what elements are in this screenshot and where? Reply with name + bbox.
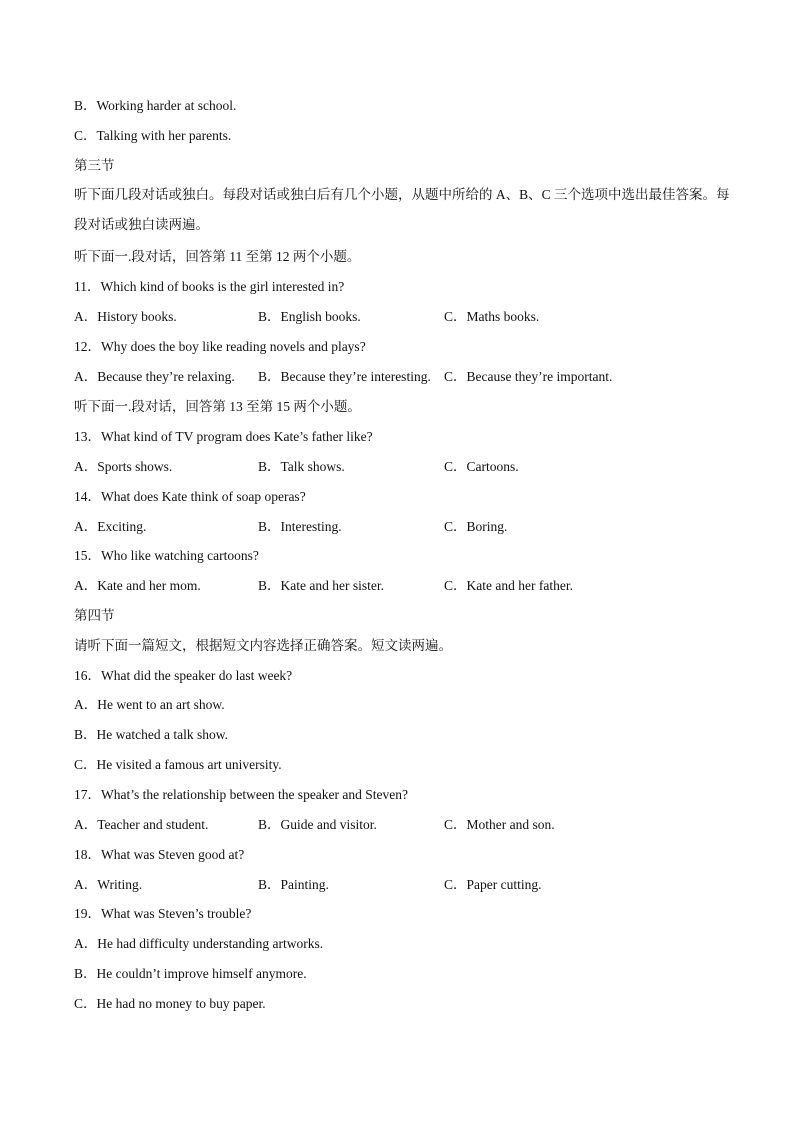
q16-option-a: A．He went to an art show. (74, 697, 225, 712)
q12-option-a: A．Because they’re relaxing. (74, 369, 235, 384)
q18-question: 18．What was Steven good at? (74, 847, 245, 862)
q19-question: 19．What was Steven’s trouble? (74, 906, 252, 921)
dialogue2-intro: 听下面一.段对话，回答第 13 至第 15 两个小题。 (74, 399, 361, 414)
q15-question: 15．Who like watching cartoons? (74, 548, 259, 563)
q17-option-b: B．Guide and visitor. (258, 817, 377, 832)
q11-option-a: A．History books. (74, 309, 177, 324)
q18-option-a: A．Writing. (74, 877, 143, 892)
q17-question: 17．What’s the relationship between the speaker and Steven? (74, 787, 409, 802)
q14-question: 14．What does Kate think of soap operas? (74, 489, 306, 504)
q13-option-c: C．Cartoons. (444, 459, 519, 474)
q11-question: 11．Which kind of books is the girl interested in? (74, 279, 345, 294)
q15-options (74, 578, 734, 594)
q15-option-a: A．Kate and her mom. (74, 578, 201, 593)
q17-options (74, 817, 734, 833)
q19-option-a: A．He had difficulty understanding artworks. (74, 936, 324, 951)
q11-option-c: C．Maths books. (444, 309, 540, 324)
q14-options (74, 519, 734, 535)
q13-options (74, 459, 734, 475)
q16-option-c: C．He visited a famous art university. (74, 757, 282, 772)
q13-question: 13．What kind of TV program does Kate’s father like? (74, 429, 373, 444)
q15-option-b: B．Kate and her sister. (258, 578, 384, 593)
q14-option-b: B．Interesting. (258, 519, 342, 534)
q15-option-c: C．Kate and her father. (444, 578, 573, 593)
q18-options (74, 877, 734, 893)
q18-option-b: B．Painting. (258, 877, 329, 892)
q17-option-c: C．Mother and son. (444, 817, 555, 832)
dialogue1-intro: 听下面一.段对话，回答第 11 至第 12 两个小题。 (74, 249, 361, 264)
q13-option-a: A．Sports shows. (74, 459, 173, 474)
q12-option-b: B．Because they’re interesting. (258, 369, 431, 384)
q12-question: 12．Why does the boy like reading novels and plays? (74, 339, 366, 354)
q16-option-b: B．He watched a talk show. (74, 727, 228, 742)
q18-option-c: C．Paper cutting. (444, 877, 542, 892)
q12-options (74, 369, 734, 385)
section4-title: 第四节 (74, 608, 115, 623)
q13-option-b: B．Talk shows. (258, 459, 345, 474)
q11-options (74, 309, 734, 325)
q17-option-a: A．Teacher and student. (74, 817, 209, 832)
q16-question: 16．What did the speaker do last week? (74, 668, 293, 683)
q14-option-a: A．Exciting. (74, 519, 147, 534)
q11-option-b: B．English books. (258, 309, 361, 324)
q14-option-c: C．Boring. (444, 519, 508, 534)
q12-option-c: C．Because they’re important. (444, 369, 613, 384)
section4-intro: 请听下面一篇短文，根据短文内容选择正确答案。短文读两遍。 (74, 638, 452, 653)
q19-option-c: C．He had no money to buy paper. (74, 996, 266, 1011)
q19-option-b: B．He couldn’t improve himself anymore. (74, 966, 307, 981)
q10-option-b: B．Working harder at school. (74, 98, 237, 113)
section3-intro: 听下面几段对话或独白。每段对话或独白后有几个小题，从题中所给的 A、B、C 三个选项中选出最佳答案。每段对话或独白读两遍。 (74, 187, 730, 232)
section3-title: 第三节 (74, 158, 115, 173)
q10-option-c: C．Talking with her parents. (74, 128, 232, 143)
